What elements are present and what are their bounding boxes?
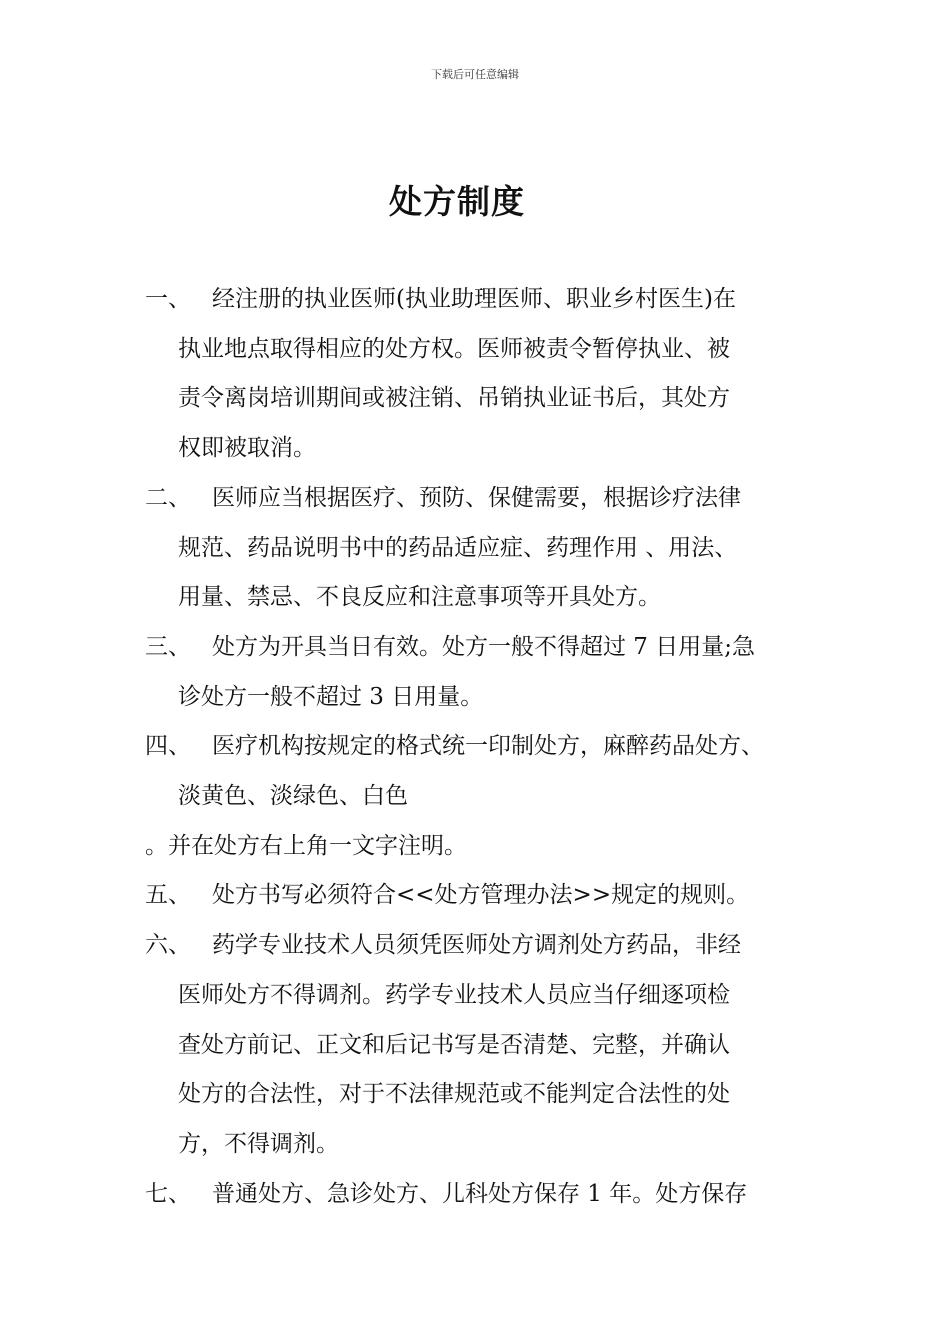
item-first-line: 普通处方、急诊处方、儿科处方保存 1 年。处方保存	[212, 1180, 748, 1207]
item-marker: 四、	[145, 733, 191, 760]
item-first-line: 经注册的执业医师(执业助理医师、职业乡村医生)在	[212, 286, 736, 312]
item-continuation-line: 规范、药品说明书中的药品适应症、药理作用 、用法、	[178, 534, 738, 561]
item-continuation-line: 方，不得调剂。	[178, 1130, 339, 1157]
item-marker: 一、	[145, 286, 191, 312]
item-continuation-line: 处方的合法性，对于不法律规范或不能判定合法性的处	[178, 1081, 730, 1108]
page-title: 处方制度	[389, 182, 525, 221]
item-trailing-line: 。并在处方右上角一文字注明。	[145, 832, 467, 859]
item-marker: 五、	[145, 882, 191, 909]
header-note: 下载后可任意编辑	[431, 68, 519, 81]
item-first-line: 药学专业技术人员须凭医师处方调剂处方药品，非经	[212, 932, 741, 959]
item-continuation-line: 医师处方不得调剂。药学专业技术人员应当仔细逐项检	[178, 981, 730, 1008]
item-marker: 六、	[145, 932, 191, 959]
item-marker: 三、	[145, 633, 191, 660]
item-first-line: 医师应当根据医疗、预防、保健需要，根据诊疗法律	[212, 484, 741, 511]
item-continuation-line: 诊处方一般不超过 3 日用量。	[178, 683, 484, 710]
item-continuation-line: 执业地点取得相应的处方权。医师被责令暂停执业、被	[178, 335, 730, 362]
item-continuation-line: 淡黄色、淡绿色、白色	[178, 783, 408, 809]
item-marker: 二、	[145, 484, 191, 511]
item-first-line: 处方为开具当日有效。处方一般不得超过 7 日用量;急	[212, 633, 756, 660]
item-continuation-line: 责令离岗培训期间或被注销、吊销执业证书后，其处方	[178, 385, 730, 412]
item-marker: 七、	[145, 1180, 191, 1207]
item-first-line: 医疗机构按规定的格式统一印制处方，麻醉药品处方、	[212, 733, 764, 760]
item-continuation-line: 权即被取消。	[178, 435, 316, 462]
item-continuation-line: 查处方前记、正文和后记书写是否清楚、完整，并确认	[178, 1031, 730, 1058]
item-first-line: 处方书写必须符合<<处方管理办法>>规定的规则。	[212, 882, 750, 909]
item-continuation-line: 用量、禁忌、不良反应和注意事项等开具处方。	[178, 584, 661, 611]
